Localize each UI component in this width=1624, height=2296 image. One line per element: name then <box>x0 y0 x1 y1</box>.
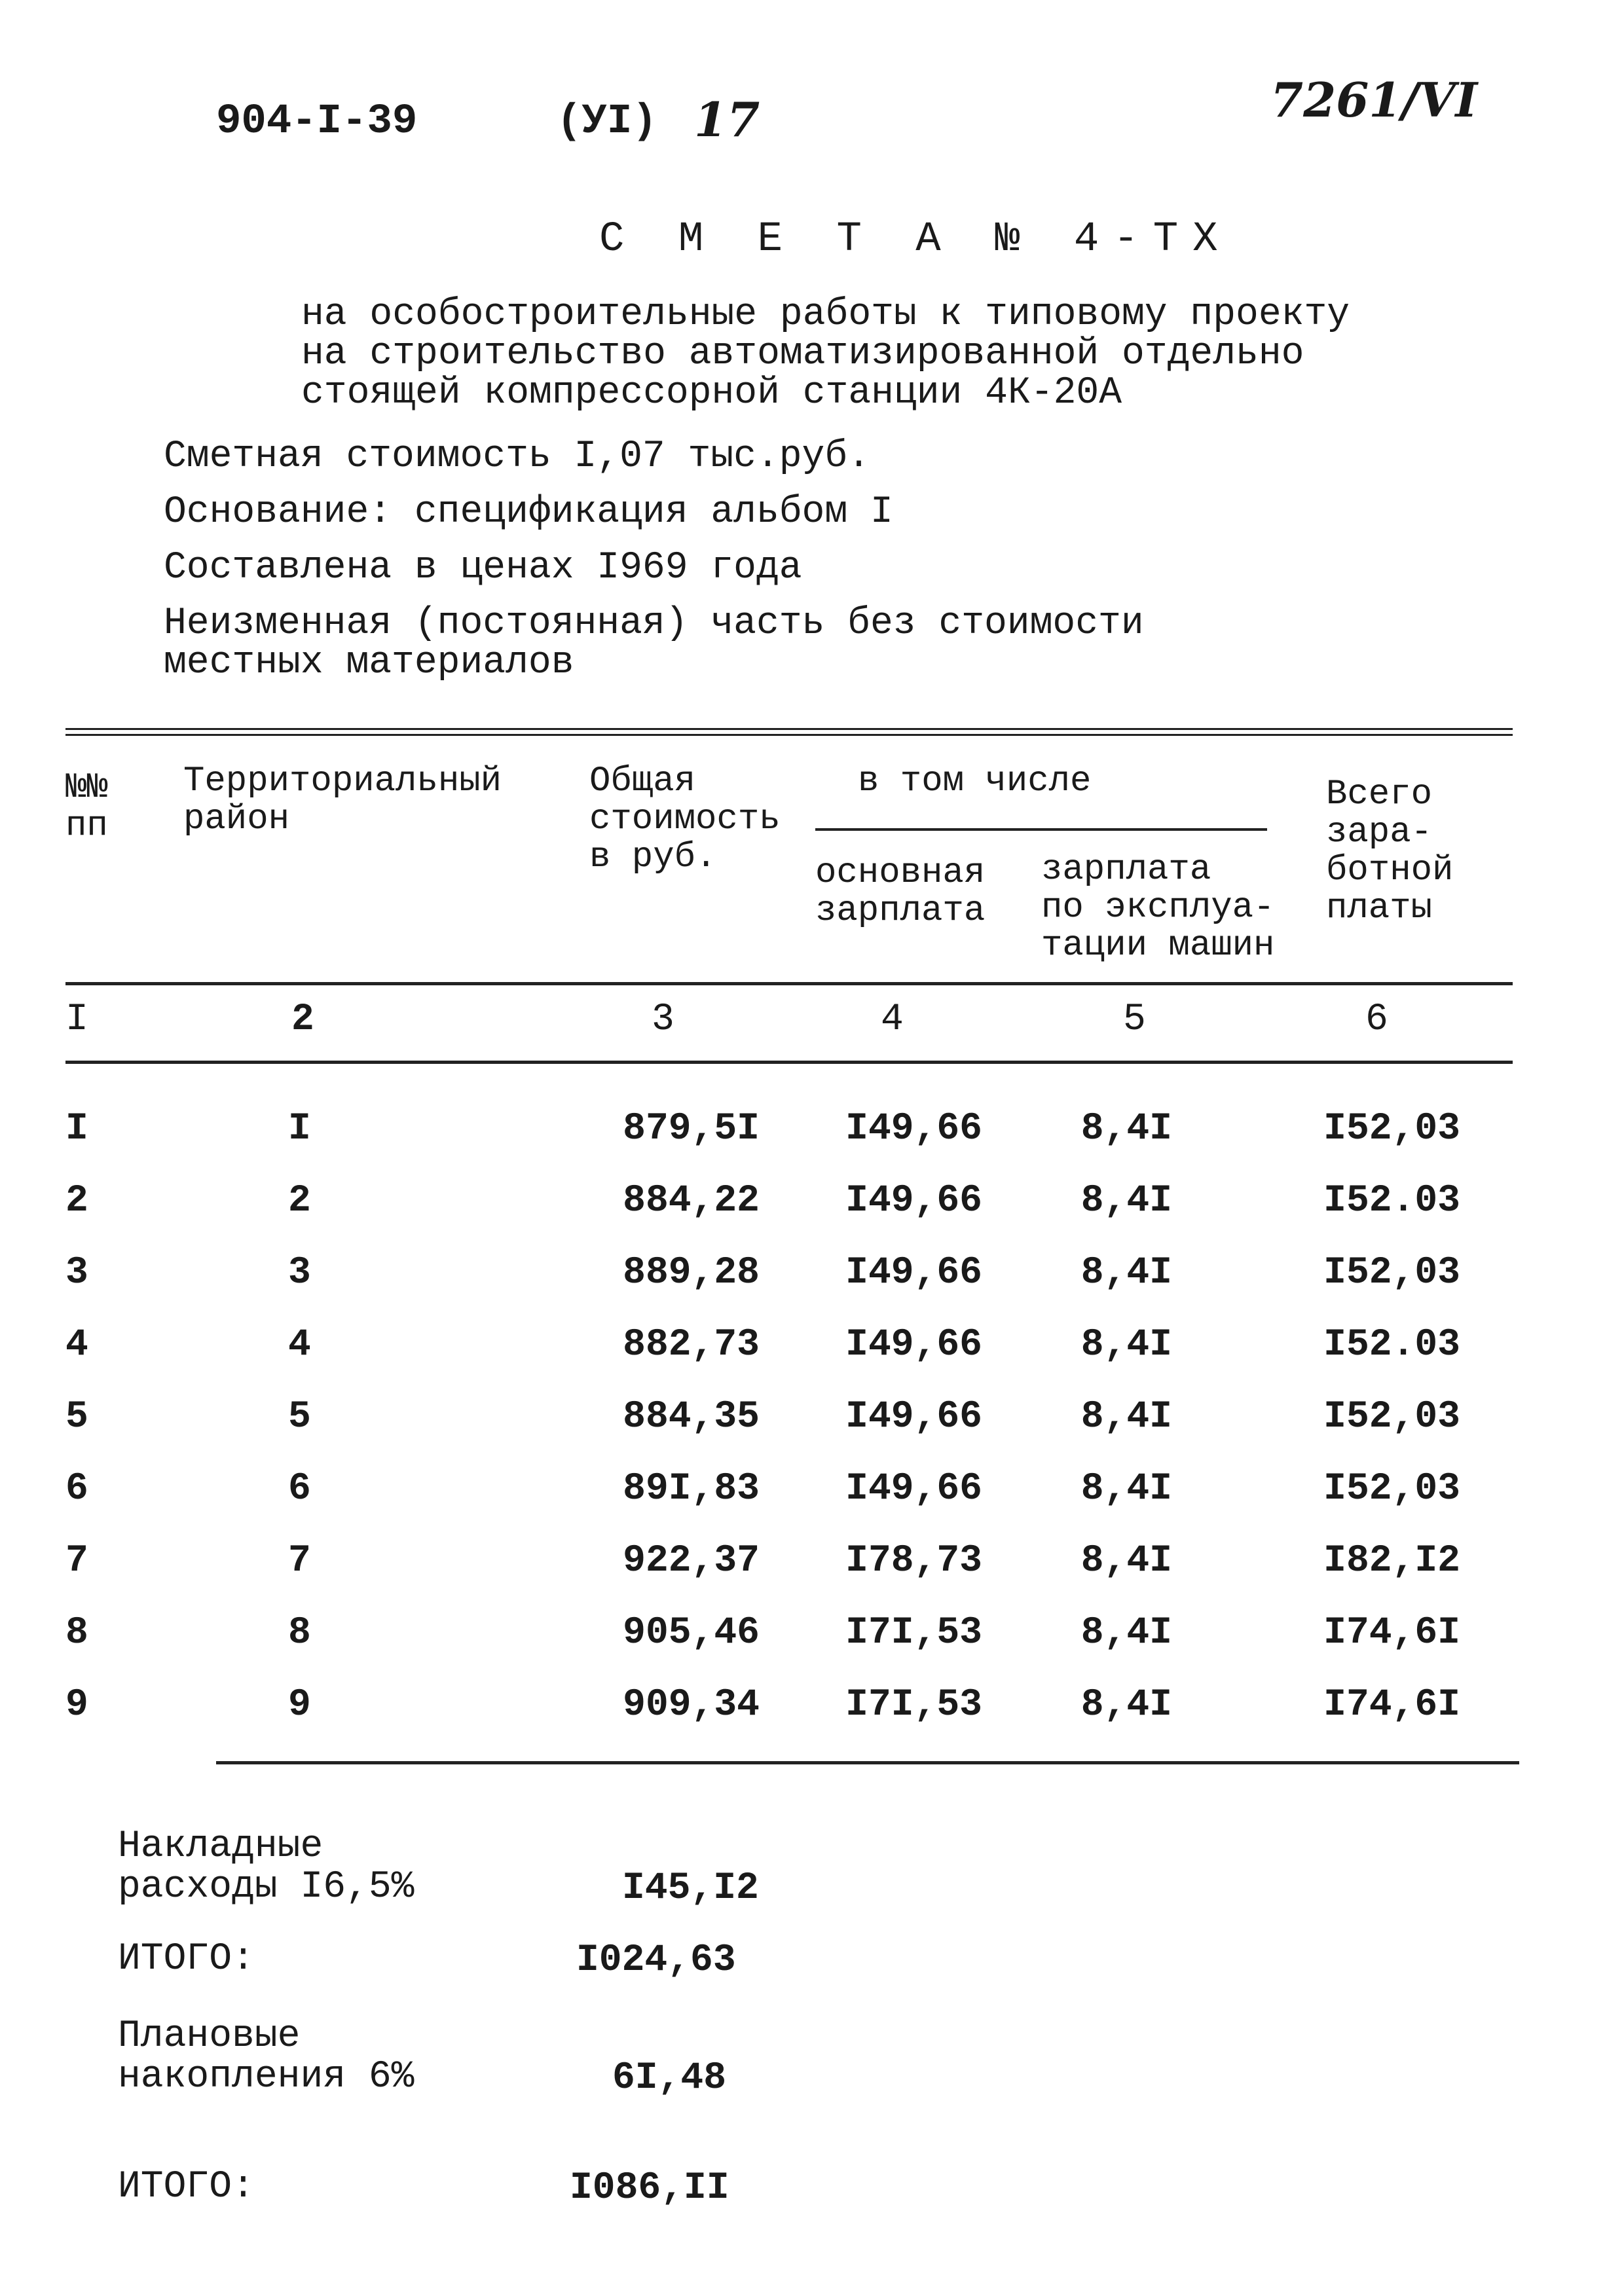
total-1-value: I024,63 <box>576 1939 736 1982</box>
subtitle-line-3: стоящей компрессорной станции 4К-20А <box>301 372 1122 414</box>
header-group-rule <box>815 828 1267 831</box>
row-total-cost: 879,5I <box>623 1108 760 1150</box>
column-number-5: 5 <box>1123 998 1146 1041</box>
section-number: (УI) <box>557 98 657 145</box>
header-total-salary: Всего зара- ботной платы <box>1326 774 1454 928</box>
row-total-salary: I52,03 <box>1323 1396 1460 1438</box>
row-district: 7 <box>288 1540 311 1582</box>
row-basic-salary: I49,66 <box>845 1252 982 1294</box>
row-machine-salary: 8,4I <box>1080 1468 1172 1510</box>
row-machine-salary: 8,4I <box>1080 1540 1172 1582</box>
row-basic-salary: I49,66 <box>845 1108 982 1150</box>
row-total-salary: I82,I2 <box>1323 1540 1460 1582</box>
document-code: 904-I-39 <box>216 98 418 145</box>
page-number: 17 <box>694 92 760 147</box>
constant-part-line-2: местных материалов <box>164 642 574 684</box>
row-total-cost: 905,46 <box>623 1612 760 1654</box>
row-number: 6 <box>65 1468 88 1510</box>
row-total-salary: I74,6I <box>1323 1612 1460 1654</box>
price-basis: Составлена в ценах I969 года <box>164 547 802 589</box>
row-number: 4 <box>65 1324 88 1366</box>
header-including: в том числе <box>858 761 1092 801</box>
row-district: 9 <box>288 1684 311 1726</box>
header-territorial-district: Территориальный район <box>183 761 502 839</box>
row-total-salary: I52,03 <box>1323 1252 1460 1294</box>
row-total-salary: I52,03 <box>1323 1468 1460 1510</box>
row-total-cost: 889,28 <box>623 1252 760 1294</box>
row-total-cost: 884,22 <box>623 1180 760 1222</box>
row-total-cost: 922,37 <box>623 1540 760 1582</box>
row-basic-salary: I49,66 <box>845 1468 982 1510</box>
row-total-cost: 884,35 <box>623 1396 760 1438</box>
document-title: С М Е Т А № 4-ТХ <box>599 216 1232 263</box>
row-machine-salary: 8,4I <box>1080 1180 1172 1222</box>
column-number-6: 6 <box>1365 998 1388 1041</box>
column-number-4: 4 <box>881 998 904 1041</box>
row-total-salary: I52.03 <box>1323 1324 1460 1366</box>
row-machine-salary: 8,4I <box>1080 1684 1172 1726</box>
estimated-cost: Сметная стоимость I,07 тыс.руб. <box>164 435 870 478</box>
row-number: I <box>65 1108 88 1150</box>
total-2-value: I086,II <box>570 2167 729 2210</box>
row-district: 4 <box>288 1324 311 1366</box>
row-machine-salary: 8,4I <box>1080 1324 1172 1366</box>
row-district: 5 <box>288 1396 311 1438</box>
row-number: 7 <box>65 1540 88 1582</box>
constant-part-line-1: Неизменная (постоянная) часть без стоимости <box>164 602 1144 645</box>
column-number-1: I <box>65 998 88 1041</box>
handwritten-reference: 7261/VI <box>1270 72 1478 128</box>
row-district: I <box>288 1108 311 1150</box>
row-total-cost: 882,73 <box>623 1324 760 1366</box>
row-basic-salary: I49,66 <box>845 1396 982 1438</box>
row-basic-salary: I49,66 <box>845 1324 982 1366</box>
row-machine-salary: 8,4I <box>1080 1252 1172 1294</box>
row-basic-salary: I7I,53 <box>845 1684 982 1726</box>
row-number: 2 <box>65 1180 88 1222</box>
row-number: 9 <box>65 1684 88 1726</box>
row-total-cost: 909,34 <box>623 1684 760 1726</box>
row-district: 2 <box>288 1180 311 1222</box>
header-number: №№ пп <box>65 768 108 846</box>
total-1-label: ИТОГО: <box>118 1938 255 1980</box>
subtitle-line-2: на строительство автоматизированной отдельно <box>301 333 1304 375</box>
planned-savings-label: Плановые накопления 6% <box>118 2015 415 2098</box>
total-2-label: ИТОГО: <box>118 2166 255 2208</box>
basis: Основание: спецификация альбом I <box>164 491 893 534</box>
row-machine-salary: 8,4I <box>1080 1396 1172 1438</box>
table-bottom-rule <box>216 1761 1519 1764</box>
subtitle-line-1: на особостроительные работы к типовому проекту <box>301 293 1350 336</box>
header-bottom-rule <box>65 982 1513 985</box>
row-basic-salary: I78,73 <box>845 1540 982 1582</box>
planned-savings-value: 6I,48 <box>612 2057 727 2100</box>
row-number: 5 <box>65 1396 88 1438</box>
row-basic-salary: I49,66 <box>845 1180 982 1222</box>
row-number: 3 <box>65 1252 88 1294</box>
column-number-2: 2 <box>291 998 314 1041</box>
row-district: 3 <box>288 1252 311 1294</box>
column-numbers-rule <box>65 1061 1513 1064</box>
row-total-salary: I52,03 <box>1323 1108 1460 1150</box>
overhead-value: I45,I2 <box>622 1867 759 1910</box>
row-district: 8 <box>288 1612 311 1654</box>
header-total-cost: Общая стоимость в руб. <box>589 761 781 877</box>
row-machine-salary: 8,4I <box>1080 1108 1172 1150</box>
row-machine-salary: 8,4I <box>1080 1612 1172 1654</box>
row-total-cost: 89I,83 <box>623 1468 760 1510</box>
column-number-3: 3 <box>652 998 674 1041</box>
header-basic-salary: основная зарплата <box>815 853 986 931</box>
row-total-salary: I52.03 <box>1323 1180 1460 1222</box>
row-total-salary: I74,6I <box>1323 1684 1460 1726</box>
row-basic-salary: I7I,53 <box>845 1612 982 1654</box>
overhead-label: Накладные расходы I6,5% <box>118 1825 415 1908</box>
row-district: 6 <box>288 1468 311 1510</box>
header-machine-salary: зарплата по эксплуа- тации машин <box>1041 850 1275 966</box>
table-top-rule <box>65 728 1513 736</box>
row-number: 8 <box>65 1612 88 1654</box>
